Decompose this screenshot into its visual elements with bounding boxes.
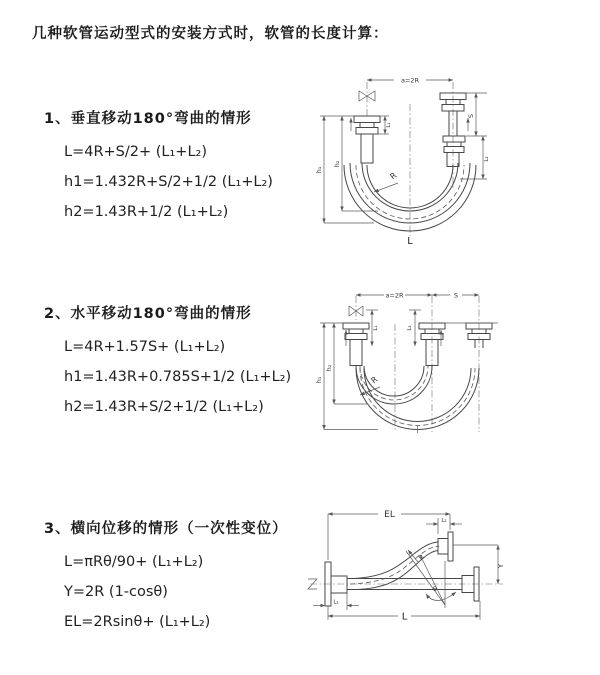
dimension-a2r (356, 292, 432, 300)
middle-pipe-assembly (419, 323, 445, 366)
right-pipe-assembly (445, 323, 498, 348)
dim-label-s: S (467, 113, 475, 119)
dimension-l1 (313, 593, 359, 610)
dim-label-h1: h₁ (315, 166, 323, 174)
section-vertical-move (44, 107, 273, 227)
section-1-heading: 1、垂直移动180°弯曲的情形 (44, 111, 252, 127)
dim-label-l2: L₂ (484, 156, 490, 162)
dim-label-y: Y (497, 563, 505, 569)
length-label: L (407, 236, 413, 247)
formula-l: L=4R+1.57S+ (L₁+L₂) (64, 339, 226, 355)
dim-label-l1: L₁ (373, 325, 379, 331)
centerlines (367, 82, 453, 236)
dim-label-s: S (453, 291, 459, 300)
dimension-l2 (483, 136, 490, 179)
page-title: 几种软管运动型式的安装方式时，软管的长度计算： (32, 26, 389, 42)
hose-displaced-position (350, 532, 453, 590)
dim-label-l2: L₂ (441, 518, 447, 524)
dimension-s (432, 292, 479, 300)
dim-label-h1: h₁ (315, 376, 323, 384)
dimension-l1 (366, 310, 379, 346)
formula-l: L=πRθ/90+ (L₁+L₂) (64, 554, 204, 570)
formula-y: Y=2R (1-cosθ) (64, 584, 168, 600)
radius-label: R (388, 170, 399, 182)
right-pipe-assembly (440, 93, 487, 179)
formula-el: EL=2Rsinθ+ (L₁+L₂) (64, 614, 211, 630)
section-lateral-shift (44, 517, 288, 637)
dim-label-a2r: a=2R (385, 291, 404, 300)
section-3-heading: 3、横向位移的情形（一次性变位） (44, 521, 288, 537)
dim-label-el: EL (384, 510, 395, 520)
dim-label-l2: L₂ (407, 325, 413, 331)
section-horizontal-move (44, 302, 291, 422)
formula-h2: h2=1.43R+S/2+1/2 (L₁+L₂) (64, 399, 264, 415)
left-pipe-assembly (320, 323, 369, 366)
dim-label-l: L (401, 611, 408, 623)
dim-label-h2: h₂ (333, 160, 341, 168)
formula-h1: h1=1.43R+0.785S+1/2 (L₁+L₂) (64, 369, 292, 385)
diagram-vertical-move-180 (310, 66, 580, 264)
dimension-a2r (367, 77, 453, 85)
dimension-l1 (385, 116, 392, 134)
formula-l: L=4R+S/2+ (L₁+L₂) (64, 144, 207, 160)
dim-label-l1: L₁ (386, 122, 392, 128)
dim-label-l1: L₁ (333, 599, 339, 606)
radius-label: R (369, 374, 380, 386)
diagram-horizontal-move-180 (308, 280, 590, 460)
dimension-l (328, 601, 480, 623)
left-pipe-assembly (320, 116, 389, 163)
dimension-l2 (426, 518, 462, 534)
dimension-h1 (315, 323, 378, 430)
radius-label: R (417, 552, 427, 563)
section-2-heading: 2、水平移动180°弯曲的情形 (44, 306, 252, 322)
hose-u-bend-original (356, 366, 432, 404)
formula-h2: h2=1.43R+1/2 (L₁+L₂) (64, 204, 229, 220)
diagram-lateral-shift (298, 498, 598, 673)
angle-label: θ (433, 585, 437, 593)
dim-label-h2: h₂ (325, 364, 333, 372)
radius-leader (374, 171, 399, 192)
formula-h1: h1=1.432R+S/2+1/2 (L₁+L₂) (64, 174, 273, 190)
dim-label-a2r: a=2R (400, 76, 420, 85)
